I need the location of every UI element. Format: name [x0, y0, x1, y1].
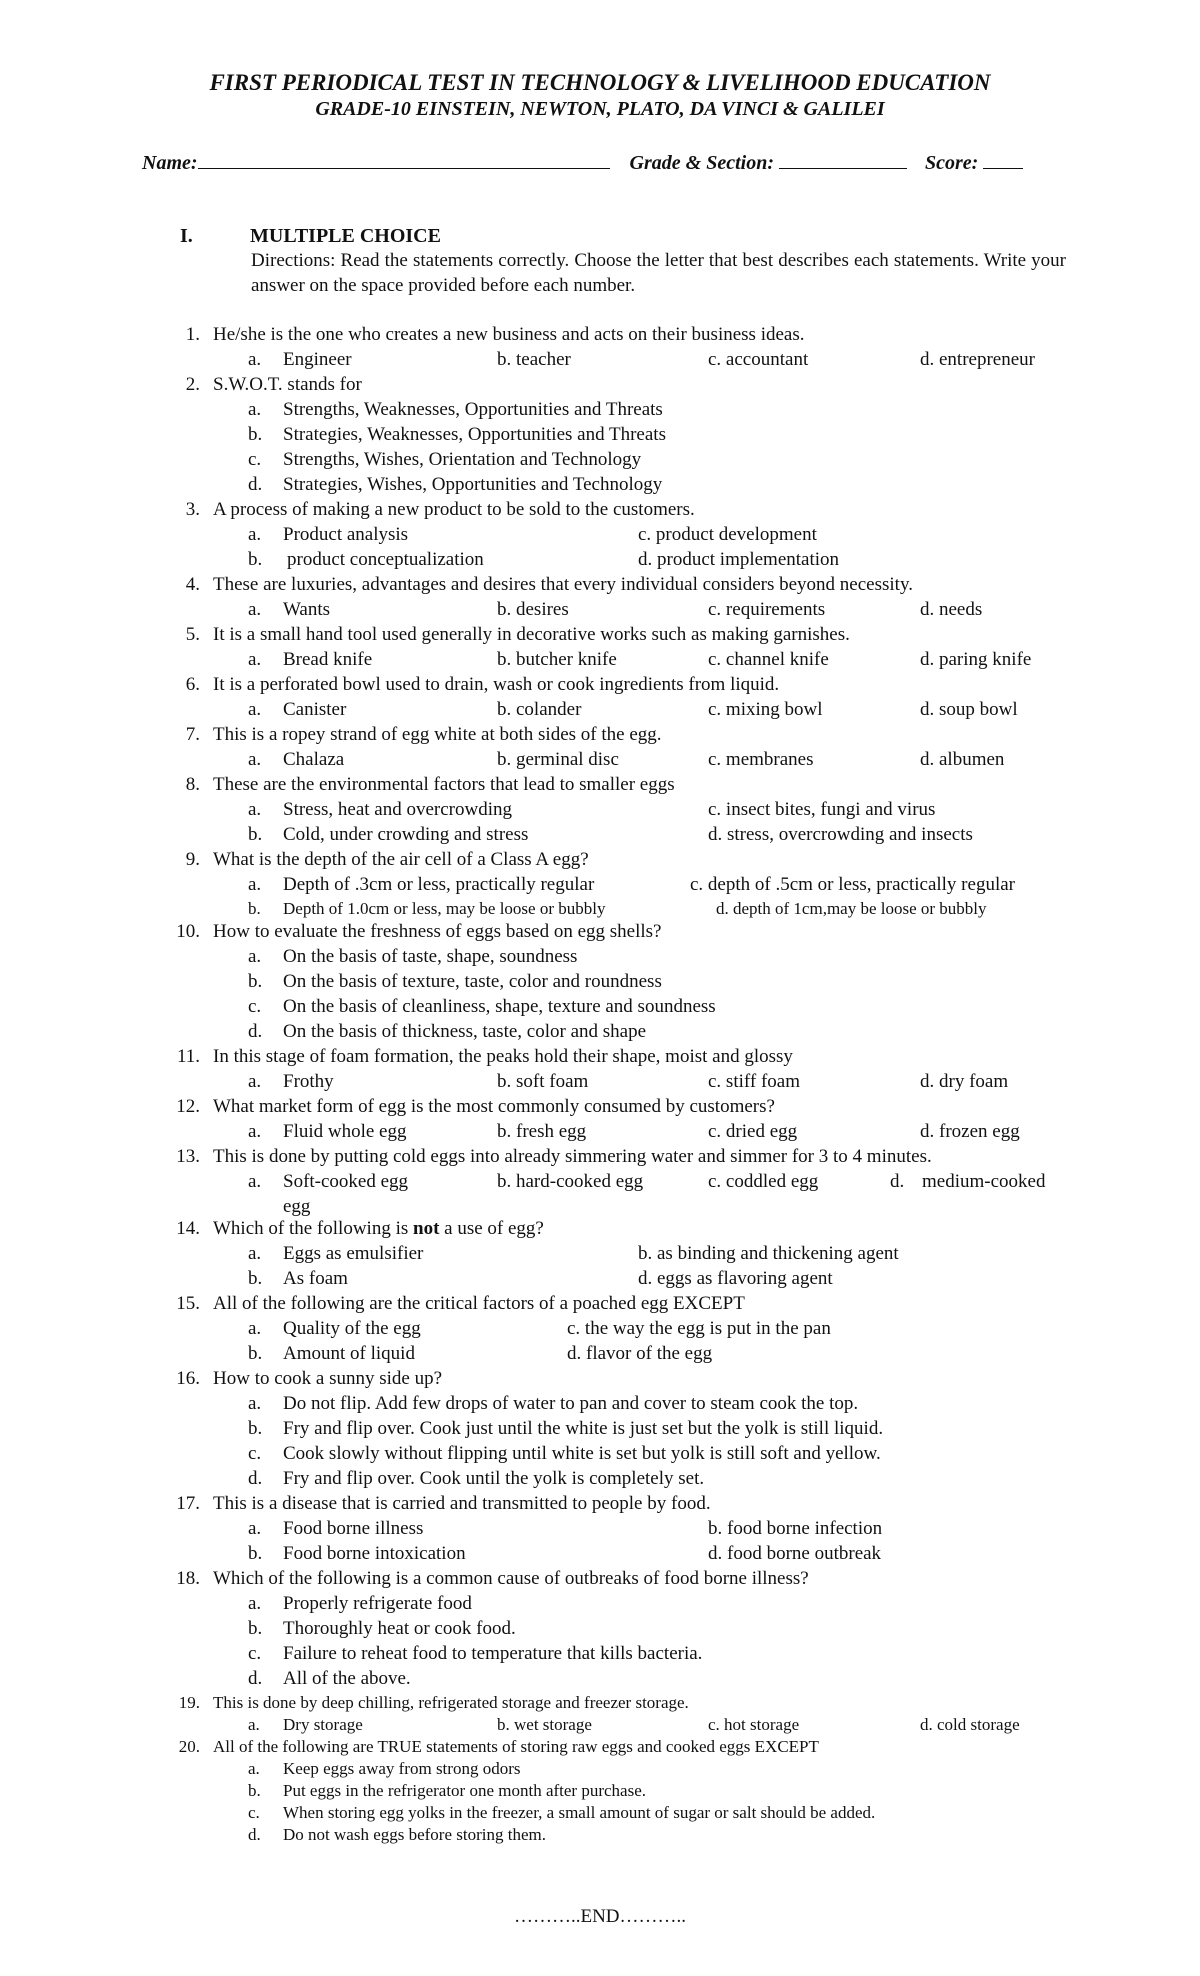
option-letter: b. [248, 424, 263, 445]
option-b: On the basis of texture, taste, color and roundness [283, 971, 662, 992]
option-c: c. depth of .5cm or less, practically regular [690, 874, 1015, 895]
question [0, 1218, 1200, 1243]
option-d: Fry and flip over. Cook until the yolk is completely set. [283, 1468, 705, 1489]
question-number: 4. [185, 574, 200, 595]
options-row [0, 1071, 1200, 1096]
question-number: 1. [185, 324, 200, 345]
section-number: I. [180, 225, 193, 247]
option-b: b. colander [497, 699, 582, 720]
option-letter: a. [248, 1393, 262, 1414]
question [0, 499, 1200, 524]
option-c: c. hot storage [708, 1715, 800, 1734]
option-a: Depth of .3cm or less, practically regular [283, 874, 595, 895]
question [0, 1096, 1200, 1121]
option-b: As foam [283, 1268, 348, 1289]
option-row [0, 1443, 1200, 1468]
option-b: Fry and flip over. Cook just until the white is just set but the yolk is still liquid. [283, 1418, 884, 1439]
option-letter: d. [248, 1021, 263, 1042]
question-text: What is the depth of the air cell of a Class A egg? [213, 849, 589, 870]
question-text: He/she is the one who creates a new business and acts on their business ideas. [213, 324, 805, 345]
options-row [0, 1715, 1200, 1737]
question-text-part: a use of egg? [439, 1218, 544, 1239]
option-letter: a. [248, 1243, 262, 1264]
option-d: d. food borne outbreak [708, 1543, 882, 1564]
question [0, 674, 1200, 699]
test-subtitle: GRADE-10 EINSTEIN, NEWTON, PLATO, DA VINCI & GALILEI [315, 98, 885, 120]
question-number: 10. [176, 921, 200, 942]
option-a: Properly refrigerate food [283, 1593, 472, 1614]
option-row [0, 549, 1200, 574]
option-letter: a. [248, 1171, 262, 1192]
option-c: c. channel knife [708, 649, 829, 670]
option-d: Strategies, Wishes, Opportunities and Technology [283, 474, 663, 495]
question-text: S.W.O.T. stands for [213, 374, 362, 395]
option-c: b. as binding and thickening agent [638, 1243, 899, 1264]
option-letter: a. [248, 1071, 262, 1092]
option-a: Bread knife [283, 649, 373, 670]
question [0, 1146, 1200, 1171]
question-number: 13. [176, 1146, 200, 1167]
question [0, 1046, 1200, 1071]
option-c: When storing egg yolks in the freezer, a small amount of sugar or salt should be added. [283, 1803, 876, 1822]
options-row [0, 599, 1200, 624]
option-d: Do not wash eggs before storing them. [283, 1825, 546, 1844]
option-letter: a. [248, 699, 262, 720]
option-letter: c. [248, 449, 262, 470]
option-row [0, 399, 1200, 424]
option-letter: b. [248, 824, 263, 845]
option-letter: c. [248, 1443, 262, 1464]
question [0, 624, 1200, 649]
option-letter: a. [248, 399, 262, 420]
question-number: 16. [176, 1368, 200, 1389]
option-c: On the basis of cleanliness, shape, texture and soundness [283, 996, 716, 1017]
question-number: 8. [185, 774, 200, 795]
option-letter: b. [248, 971, 263, 992]
option-a: Product analysis [283, 524, 409, 545]
option-d-continued: egg [283, 1196, 311, 1217]
option-a: Soft-cooked egg [283, 1171, 409, 1192]
option-row [0, 1021, 1200, 1046]
option-d: d. paring knife [920, 649, 1032, 670]
option-row [0, 946, 1200, 971]
section-heading [180, 225, 441, 248]
question-text: All of the following are TRUE statements of storing raw eggs and cooked eggs EXCEPT [213, 1737, 819, 1756]
option-letter: c. [248, 1803, 260, 1822]
question [0, 1368, 1200, 1393]
question-number: 3. [185, 499, 200, 520]
grade-section-field[interactable] [779, 150, 907, 169]
question-text: This is a ropey strand of egg white at both sides of the egg. [213, 724, 662, 745]
question [0, 724, 1200, 749]
question-text: These are luxuries, advantages and desires that every individual considers beyond necessity. [213, 574, 913, 595]
option-row [0, 1593, 1200, 1618]
option-row [0, 1243, 1200, 1268]
option-letter: a. [248, 599, 262, 620]
question-text: It is a small hand tool used generally in decorative works such as making garnishes. [213, 624, 850, 645]
name-field[interactable] [198, 150, 610, 169]
option-d: d. stress, overcrowding and insects [708, 824, 973, 845]
options-row [0, 749, 1200, 774]
option-b: Depth of 1.0cm or less, may be loose or bubbly [283, 899, 606, 918]
name-label: Name: [142, 152, 198, 174]
option-a: Engineer [283, 349, 352, 370]
option-d: d. eggs as flavoring agent [638, 1268, 833, 1289]
option-d: On the basis of thickness, taste, color and shape [283, 1021, 647, 1042]
end-marker: ………..END……….. [513, 1906, 687, 1927]
section-title: MULTIPLE CHOICE [250, 225, 441, 247]
question [0, 921, 1200, 946]
question-number: 14. [176, 1218, 200, 1239]
option-b: Strategies, Weaknesses, Opportunities and Threats [283, 424, 666, 445]
question [0, 574, 1200, 599]
option-letter: d. [248, 1825, 261, 1844]
option-letter: d. [248, 1668, 263, 1689]
option-c: c. mixing bowl [708, 699, 823, 720]
directions: Directions: Read the statements correctly. Choose the letter that best describes each statements. Write your answer on the space provided before each number. [251, 250, 1066, 296]
option-a: Quality of the egg [283, 1318, 421, 1339]
option-row [0, 1759, 1200, 1781]
option-row [0, 1268, 1200, 1293]
question-text: How to cook a sunny side up? [213, 1368, 443, 1389]
question [0, 1568, 1200, 1593]
option-b: Food borne intoxication [283, 1543, 466, 1564]
question-text [213, 1218, 544, 1240]
option-a: Canister [283, 699, 347, 720]
option-letter: a. [248, 799, 262, 820]
question-number: 17. [176, 1493, 200, 1514]
option-letter: b. [248, 899, 261, 918]
option-c: c. insect bites, fungi and virus [708, 799, 936, 820]
question-text: This is done by putting cold eggs into already simmering water and simmer for 3 to 4 minutes. [213, 1146, 932, 1167]
option-letter: c. [248, 1643, 262, 1664]
option-c: Strengths, Wishes, Orientation and Technology [283, 449, 642, 470]
option-d: d. frozen egg [920, 1121, 1020, 1142]
options-row [0, 699, 1200, 724]
question [0, 324, 1200, 349]
option-b: b. fresh egg [497, 1121, 587, 1142]
option-letter: b. [248, 1781, 261, 1800]
option-b: product conceptualization [287, 549, 484, 570]
option-letter: d. [248, 474, 263, 495]
question-text: A process of making a new product to be sold to the customers. [213, 499, 695, 520]
option-d: d. dry foam [920, 1071, 1009, 1092]
option-row [0, 1618, 1200, 1643]
option-row [0, 971, 1200, 996]
option-row [0, 1343, 1200, 1368]
score-label: Score: [924, 152, 979, 174]
option-c: c. the way the egg is put in the pan [567, 1318, 831, 1339]
option-b: b. wet storage [497, 1715, 592, 1734]
option-row [0, 1318, 1200, 1343]
option-d: d. albumen [920, 749, 1005, 770]
option-row [0, 524, 1200, 549]
option-c: c. membranes [708, 749, 814, 770]
question-number: 11. [176, 1046, 200, 1067]
option-row [0, 874, 1200, 899]
option-b: Thoroughly heat or cook food. [283, 1618, 516, 1639]
question-number: 2. [185, 374, 200, 395]
option-c: b. food borne infection [708, 1518, 883, 1539]
option-letter: a. [248, 649, 262, 670]
emphasis-not: not [413, 1218, 440, 1239]
option-d: d. cold storage [920, 1715, 1020, 1734]
option-row [0, 1418, 1200, 1443]
option-row [0, 996, 1200, 1021]
question-text: In this stage of foam formation, the peaks hold their shape, moist and glossy [213, 1046, 793, 1067]
question-list [0, 324, 1200, 1847]
option-letter: a. [248, 1318, 262, 1339]
option-c: c. requirements [708, 599, 826, 620]
option-row [0, 449, 1200, 474]
question-text: These are the environmental factors that lead to smaller eggs [213, 774, 675, 795]
question-text: It is a perforated bowl used to drain, wash or cook ingredients from liquid. [213, 674, 780, 695]
option-d: d. soup bowl [920, 699, 1018, 720]
question-number: 9. [185, 849, 200, 870]
option-letter: d. [248, 1468, 263, 1489]
option-letter: a. [248, 874, 262, 895]
option-c: c. accountant [708, 349, 809, 370]
question-number: 19. [178, 1693, 200, 1712]
option-row [0, 1825, 1200, 1847]
option-c: Cook slowly without flipping until white is set but yolk is still soft and yellow. [283, 1443, 881, 1464]
option-c: c. coddled egg [708, 1171, 819, 1192]
option-letter: b. [248, 1343, 263, 1364]
option-row [0, 1393, 1200, 1418]
options-row [0, 649, 1200, 674]
option-d: All of the above. [283, 1668, 411, 1689]
option-letter: a. [248, 749, 262, 770]
option-b: b. germinal disc [497, 749, 619, 770]
option-letter: a. [248, 946, 262, 967]
option-row [0, 899, 1200, 921]
option-d: d. product implementation [638, 549, 840, 570]
option-a: Strengths, Weaknesses, Opportunities and Threats [283, 399, 663, 420]
option-a: Frothy [283, 1071, 334, 1092]
option-letter: a. [248, 1593, 262, 1614]
option-row [0, 1543, 1200, 1568]
option-a: Eggs as emulsifier [283, 1243, 424, 1264]
question-text: Which of the following is a common cause of outbreaks of food borne illness? [213, 1568, 809, 1589]
question-number: 7. [185, 724, 200, 745]
question-number: 18. [176, 1568, 200, 1589]
option-letter: a. [248, 1715, 260, 1734]
option-a: Keep eggs away from strong odors [283, 1759, 521, 1778]
option-a: Fluid whole egg [283, 1121, 407, 1142]
option-row [0, 1803, 1200, 1825]
option-b: b. desires [497, 599, 569, 620]
option-letter: a. [248, 1121, 262, 1142]
option-letter: a. [248, 524, 262, 545]
question-text-part: Which of the following is [213, 1218, 413, 1239]
option-b: b. teacher [497, 349, 571, 370]
option-letter: c. [248, 996, 262, 1017]
option-row [0, 474, 1200, 499]
option-row [0, 1518, 1200, 1543]
option-letter: a. [248, 349, 262, 370]
question-text: All of the following are the critical factors of a poached egg EXCEPT [213, 1293, 745, 1314]
option-d: medium-cooked [922, 1171, 1046, 1192]
option-row [0, 1668, 1200, 1693]
option-letter: d. [890, 1171, 905, 1192]
score-field[interactable] [983, 150, 1023, 169]
question-number: 15. [176, 1293, 200, 1314]
option-row [0, 1781, 1200, 1803]
option-b: b. butcher knife [497, 649, 617, 670]
option-a: Food borne illness [283, 1518, 424, 1539]
question-number: 12. [176, 1096, 200, 1117]
question [0, 1293, 1200, 1318]
option-b: Cold, under crowding and stress [283, 824, 529, 845]
question-number: 6. [185, 674, 200, 695]
option-c: Failure to reheat food to temperature that kills bacteria. [283, 1643, 703, 1664]
option-letter: b. [248, 1268, 263, 1289]
question-text: What market form of egg is the most commonly consumed by customers? [213, 1096, 775, 1117]
option-d: d. depth of 1cm,may be loose or bubbly [716, 899, 987, 918]
question [0, 774, 1200, 799]
question-number: 20. [178, 1737, 200, 1756]
question-text: This is a disease that is carried and transmitted to people by food. [213, 1493, 711, 1514]
option-a: Wants [283, 599, 331, 620]
option-b: Amount of liquid [283, 1343, 415, 1364]
option-letter: b. [248, 549, 263, 570]
option-a: On the basis of taste, shape, soundness [283, 946, 578, 967]
question [0, 849, 1200, 874]
test-title: FIRST PERIODICAL TEST IN TECHNOLOGY & LIVELIHOOD EDUCATION [209, 70, 991, 95]
option-row [0, 824, 1200, 849]
option-row [0, 799, 1200, 824]
option-a: Chalaza [283, 749, 345, 770]
option-letter: a. [248, 1518, 262, 1539]
option-b: b. hard-cooked egg [497, 1171, 644, 1192]
option-d: d. flavor of the egg [567, 1343, 713, 1364]
option-d: d. needs [920, 599, 983, 620]
option-row [0, 1643, 1200, 1668]
question [0, 1737, 1200, 1759]
question [0, 1493, 1200, 1518]
option-a: Stress, heat and overcrowding [283, 799, 512, 820]
option-c: c. dried egg [708, 1121, 798, 1142]
option-continuation [0, 1196, 1200, 1218]
question-text: How to evaluate the freshness of eggs based on egg shells? [213, 921, 662, 942]
question-number: 5. [185, 624, 200, 645]
option-a: Dry storage [283, 1715, 363, 1734]
option-a: Do not flip. Add few drops of water to pan and cover to steam cook the top. [283, 1393, 859, 1414]
question [0, 1693, 1200, 1715]
student-info-row [142, 150, 1062, 175]
question-text: This is done by deep chilling, refrigerated storage and freezer storage. [213, 1693, 689, 1712]
options-row [0, 1171, 1200, 1196]
option-b: b. soft foam [497, 1071, 589, 1092]
options-row [0, 1121, 1200, 1146]
option-row [0, 1468, 1200, 1493]
options-row [0, 349, 1200, 374]
question [0, 374, 1200, 399]
option-letter: b. [248, 1543, 263, 1564]
option-letter: a. [248, 1759, 260, 1778]
option-row [0, 424, 1200, 449]
option-c: c. product development [638, 524, 817, 545]
grade-section-label: Grade & Section: [629, 152, 774, 174]
option-letter: b. [248, 1618, 263, 1639]
option-c: c. stiff foam [708, 1071, 800, 1092]
option-letter: b. [248, 1418, 263, 1439]
option-d: d. entrepreneur [920, 349, 1035, 370]
option-b: Put eggs in the refrigerator one month after purchase. [283, 1781, 647, 1800]
